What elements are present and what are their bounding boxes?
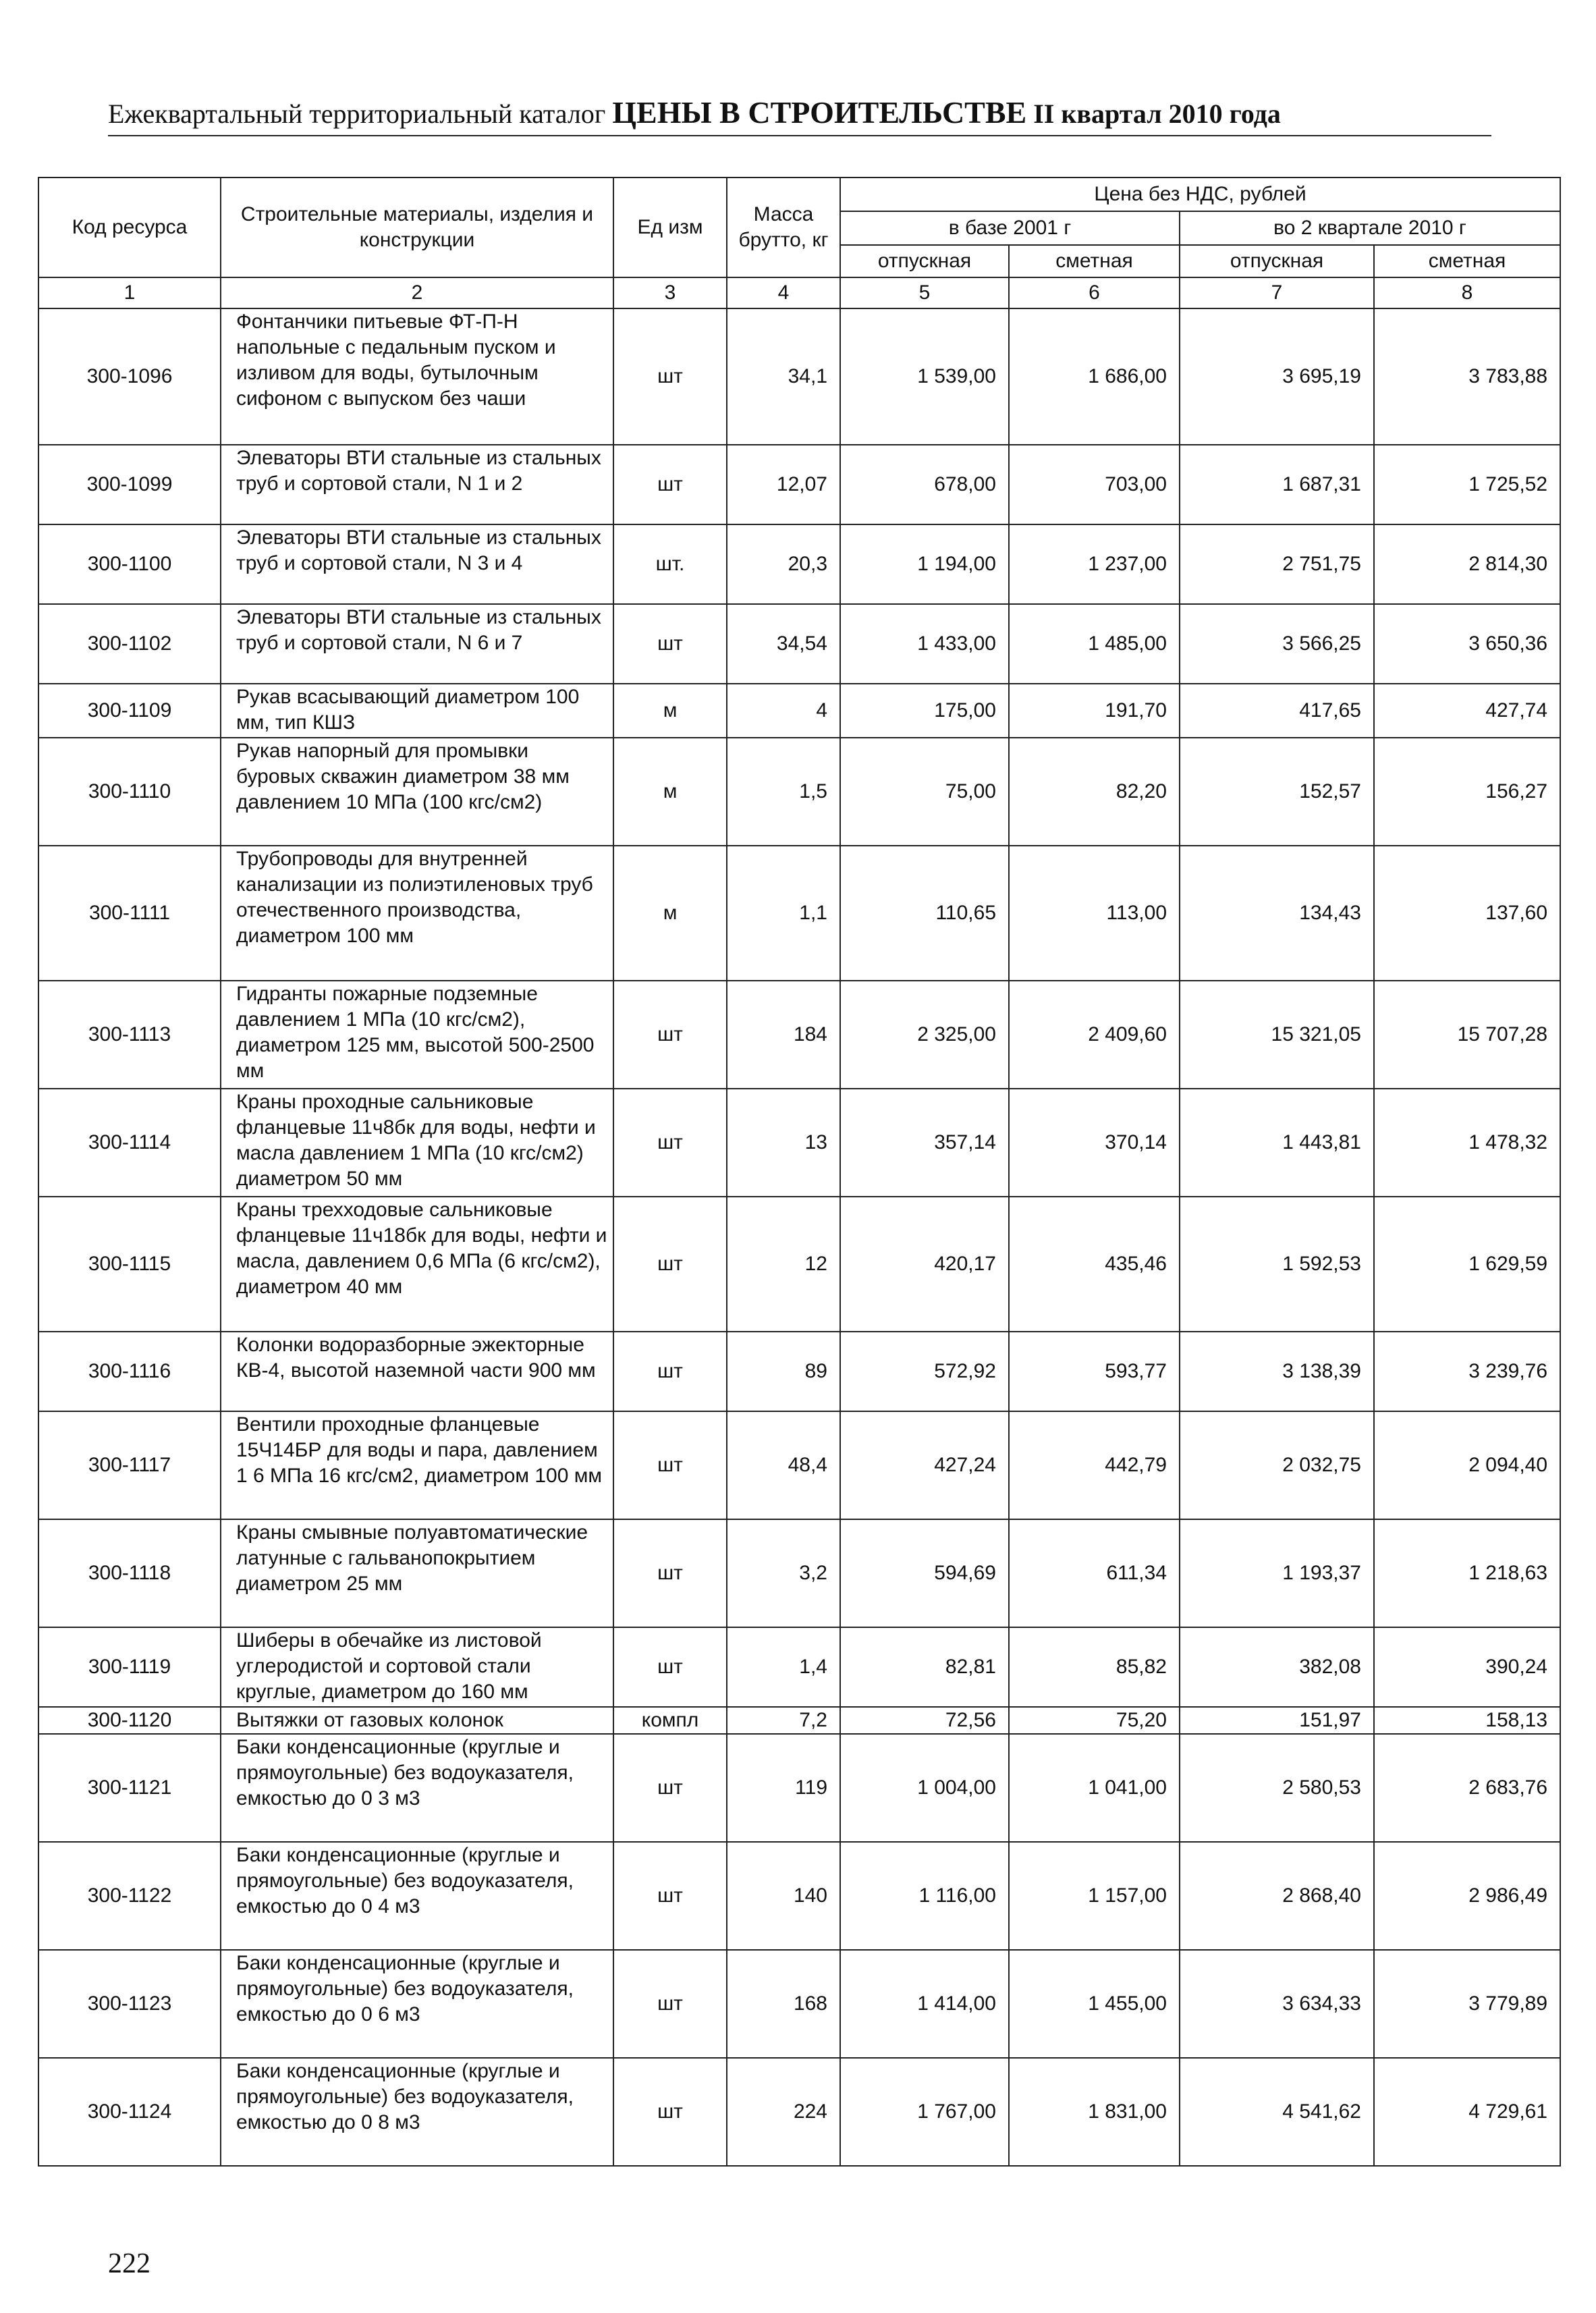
cell-base-estimate: 435,46 bbox=[1009, 1197, 1180, 1332]
cell-code: 300-1100 bbox=[38, 524, 221, 604]
cell-q2-estimate: 3 239,76 bbox=[1374, 1332, 1560, 1411]
cell-unit: шт bbox=[613, 1842, 727, 1950]
cell-base-estimate: 1 831,00 bbox=[1009, 2058, 1180, 2166]
cell-name: Краны проходные сальниковые фланцевые 11ч8бк для воды, нефти и масла давлением 1 МПа (10 кгс/см2) диаметром 50 мм bbox=[221, 1089, 613, 1197]
header-base-estimate: сметная bbox=[1009, 245, 1180, 277]
cell-q2-release: 151,97 bbox=[1180, 1707, 1374, 1734]
cell-name: Краны трехходовые сальниковые фланцевые 11ч18бк для воды, нефти и масла, давлением 0,6 МПа (6 кгс/см2), диаметром 40 мм bbox=[221, 1197, 613, 1332]
cell-q2-estimate: 2 814,30 bbox=[1374, 524, 1560, 604]
cell-unit: шт bbox=[613, 1411, 727, 1519]
catalog-quarter: II квартал 2010 года bbox=[1033, 99, 1281, 129]
cell-code: 300-1123 bbox=[38, 1950, 221, 2058]
cell-base-release: 1 767,00 bbox=[840, 2058, 1009, 2166]
cell-name: Трубопроводы для внутренней канализации из полиэтиленовых труб отечественного производства, диаметром 100 мм bbox=[221, 846, 613, 981]
cell-q2-release: 2 032,75 bbox=[1180, 1411, 1374, 1519]
cell-name: Краны смывные полуавтоматические латунные с гальванопокрытием диаметром 25 мм bbox=[221, 1519, 613, 1627]
page-header bbox=[108, 94, 1485, 130]
catalog-title: ЦЕНЫ В СТРОИТЕЛЬСТВЕ bbox=[612, 95, 1027, 130]
cell-code: 300-1122 bbox=[38, 1842, 221, 1950]
cell-mass: 3,2 bbox=[727, 1519, 840, 1627]
table-row bbox=[38, 1842, 1560, 1950]
table-row bbox=[38, 1411, 1560, 1519]
cell-name: Баки конденсационные (круглые и прямоугольные) без водоуказателя, емкостью до 0 4 м3 bbox=[221, 1842, 613, 1950]
cell-q2-estimate: 1 218,63 bbox=[1374, 1519, 1560, 1627]
cell-code: 300-1120 bbox=[38, 1707, 221, 1734]
cell-mass: 1,4 bbox=[727, 1627, 840, 1707]
cell-q2-release: 2 868,40 bbox=[1180, 1842, 1374, 1950]
column-number: 4 bbox=[727, 277, 840, 308]
cell-unit: шт bbox=[613, 445, 727, 524]
cell-q2-estimate: 2 683,76 bbox=[1374, 1734, 1560, 1842]
cell-code: 300-1113 bbox=[38, 981, 221, 1089]
cell-q2-estimate: 3 779,89 bbox=[1374, 1950, 1560, 2058]
cell-code: 300-1115 bbox=[38, 1197, 221, 1332]
cell-q2-estimate: 3 783,88 bbox=[1374, 308, 1560, 445]
cell-q2-release: 134,43 bbox=[1180, 846, 1374, 981]
cell-base-estimate: 1 157,00 bbox=[1009, 1842, 1180, 1950]
cell-q2-release: 1 687,31 bbox=[1180, 445, 1374, 524]
header-code: Код ресурса bbox=[38, 178, 221, 277]
cell-base-release: 420,17 bbox=[840, 1197, 1009, 1332]
header-unit: Ед изм bbox=[613, 178, 727, 277]
cell-mass: 224 bbox=[727, 2058, 840, 2166]
table-row bbox=[38, 981, 1560, 1089]
cell-base-estimate: 703,00 bbox=[1009, 445, 1180, 524]
cell-code: 300-1109 bbox=[38, 684, 221, 738]
cell-base-release: 572,92 bbox=[840, 1332, 1009, 1411]
cell-unit: м bbox=[613, 684, 727, 738]
table-row bbox=[38, 2058, 1560, 2166]
cell-q2-estimate: 4 729,61 bbox=[1374, 2058, 1560, 2166]
table-row bbox=[38, 1197, 1560, 1332]
cell-mass: 34,1 bbox=[727, 308, 840, 445]
cell-unit: шт bbox=[613, 1332, 727, 1411]
cell-base-estimate: 593,77 bbox=[1009, 1332, 1180, 1411]
cell-mass: 20,3 bbox=[727, 524, 840, 604]
cell-base-release: 427,24 bbox=[840, 1411, 1009, 1519]
cell-mass: 184 bbox=[727, 981, 840, 1089]
cell-mass: 89 bbox=[727, 1332, 840, 1411]
cell-base-estimate: 442,79 bbox=[1009, 1411, 1180, 1519]
cell-code: 300-1102 bbox=[38, 604, 221, 684]
header-name: Строительные материалы, изделия и конструкции bbox=[221, 178, 613, 277]
catalog-prefix: Ежеквартальный территориальный каталог bbox=[108, 99, 606, 129]
cell-base-release: 75,00 bbox=[840, 738, 1009, 846]
cell-base-release: 1 539,00 bbox=[840, 308, 1009, 445]
cell-unit: шт bbox=[613, 604, 727, 684]
cell-q2-release: 3 695,19 bbox=[1180, 308, 1374, 445]
header-base-2001: в базе 2001 г bbox=[840, 211, 1180, 245]
cell-base-estimate: 82,20 bbox=[1009, 738, 1180, 846]
cell-unit: шт bbox=[613, 1950, 727, 2058]
cell-name: Баки конденсационные (круглые и прямоугольные) без водоуказателя, емкостью до 0 8 м3 bbox=[221, 2058, 613, 2166]
cell-base-estimate: 113,00 bbox=[1009, 846, 1180, 981]
cell-mass: 34,54 bbox=[727, 604, 840, 684]
cell-base-estimate: 191,70 bbox=[1009, 684, 1180, 738]
cell-unit: шт. bbox=[613, 524, 727, 604]
cell-name: Рукав всасывающий диаметром 100 мм, тип КШЗ bbox=[221, 684, 613, 738]
cell-q2-release: 15 321,05 bbox=[1180, 981, 1374, 1089]
cell-name: Рукав напорный для промывки буровых скважин диаметром 38 мм давлением 10 МПа (100 кгс/см2) bbox=[221, 738, 613, 846]
cell-base-release: 357,14 bbox=[840, 1089, 1009, 1197]
column-number: 1 bbox=[38, 277, 221, 308]
cell-q2-release: 3 566,25 bbox=[1180, 604, 1374, 684]
table-row bbox=[38, 308, 1560, 445]
cell-q2-release: 2 751,75 bbox=[1180, 524, 1374, 604]
cell-q2-release: 4 541,62 bbox=[1180, 2058, 1374, 2166]
cell-unit: шт bbox=[613, 981, 727, 1089]
cell-mass: 13 bbox=[727, 1089, 840, 1197]
cell-q2-release: 1 443,81 bbox=[1180, 1089, 1374, 1197]
cell-unit: шт bbox=[613, 1089, 727, 1197]
header-mass: Масса брутто, кг bbox=[727, 178, 840, 277]
table-row bbox=[38, 846, 1560, 981]
header-q2-release: отпускная bbox=[1180, 245, 1374, 277]
header-q2-2010: во 2 квартале 2010 г bbox=[1180, 211, 1560, 245]
cell-mass: 140 bbox=[727, 1842, 840, 1950]
table-row bbox=[38, 1950, 1560, 2058]
column-number: 2 bbox=[221, 277, 613, 308]
price-table bbox=[38, 177, 1561, 2167]
cell-q2-estimate: 1 629,59 bbox=[1374, 1197, 1560, 1332]
cell-q2-release: 3 634,33 bbox=[1180, 1950, 1374, 2058]
cell-base-release: 1 414,00 bbox=[840, 1950, 1009, 2058]
cell-unit: шт bbox=[613, 1627, 727, 1707]
column-number: 5 bbox=[840, 277, 1009, 308]
cell-base-release: 72,56 bbox=[840, 1707, 1009, 1734]
cell-base-estimate: 370,14 bbox=[1009, 1089, 1180, 1197]
cell-base-estimate: 1 485,00 bbox=[1009, 604, 1180, 684]
table-row bbox=[38, 1519, 1560, 1627]
cell-q2-estimate: 156,27 bbox=[1374, 738, 1560, 846]
cell-q2-estimate: 15 707,28 bbox=[1374, 981, 1560, 1089]
cell-q2-release: 1 193,37 bbox=[1180, 1519, 1374, 1627]
cell-base-release: 2 325,00 bbox=[840, 981, 1009, 1089]
cell-name: Баки конденсационные (круглые и прямоугольные) без водоуказателя, емкостью до 0 6 м3 bbox=[221, 1950, 613, 2058]
cell-q2-estimate: 427,74 bbox=[1374, 684, 1560, 738]
cell-unit: м bbox=[613, 846, 727, 981]
cell-base-release: 110,65 bbox=[840, 846, 1009, 981]
cell-code: 300-1118 bbox=[38, 1519, 221, 1627]
cell-base-estimate: 1 237,00 bbox=[1009, 524, 1180, 604]
cell-base-estimate: 1 686,00 bbox=[1009, 308, 1180, 445]
cell-name: Фонтанчики питьевые ФТ-П-Н напольные с педальным пуском и изливом для воды, бутылочным сифоном с выпуском без чаши bbox=[221, 308, 613, 445]
cell-base-release: 1 194,00 bbox=[840, 524, 1009, 604]
cell-base-estimate: 611,34 bbox=[1009, 1519, 1180, 1627]
cell-name: Шиберы в обечайке из листовой углеродистой и сортовой стали круглые, диаметром до 160 мм bbox=[221, 1627, 613, 1707]
cell-unit: шт bbox=[613, 308, 727, 445]
table-row bbox=[38, 684, 1560, 738]
cell-unit: компл bbox=[613, 1707, 727, 1734]
cell-name: Баки конденсационные (круглые и прямоугольные) без водоуказателя, емкостью до 0 3 м3 bbox=[221, 1734, 613, 1842]
cell-q2-estimate: 1 478,32 bbox=[1374, 1089, 1560, 1197]
cell-q2-release: 382,08 bbox=[1180, 1627, 1374, 1707]
cell-base-estimate: 1 455,00 bbox=[1009, 1950, 1180, 2058]
cell-base-release: 1 433,00 bbox=[840, 604, 1009, 684]
cell-unit: шт bbox=[613, 1519, 727, 1627]
cell-unit: м bbox=[613, 738, 727, 846]
cell-q2-estimate: 2 986,49 bbox=[1374, 1842, 1560, 1950]
header-q2-estimate: сметная bbox=[1374, 245, 1560, 277]
cell-q2-estimate: 390,24 bbox=[1374, 1627, 1560, 1707]
cell-name: Элеваторы ВТИ стальные из стальных труб и сортовой стали, N 3 и 4 bbox=[221, 524, 613, 604]
cell-base-release: 82,81 bbox=[840, 1627, 1009, 1707]
page-number: 222 bbox=[108, 2248, 150, 2279]
column-number: 7 bbox=[1180, 277, 1374, 308]
cell-mass: 12,07 bbox=[727, 445, 840, 524]
column-number: 8 bbox=[1374, 277, 1560, 308]
cell-mass: 119 bbox=[727, 1734, 840, 1842]
table-row bbox=[38, 1627, 1560, 1707]
cell-code: 300-1117 bbox=[38, 1411, 221, 1519]
cell-name: Элеваторы ВТИ стальные из стальных труб и сортовой стали, N 1 и 2 bbox=[221, 445, 613, 524]
table-row bbox=[38, 738, 1560, 846]
cell-q2-release: 3 138,39 bbox=[1180, 1332, 1374, 1411]
table-row bbox=[38, 524, 1560, 604]
column-number: 3 bbox=[613, 277, 727, 308]
cell-mass: 1,5 bbox=[727, 738, 840, 846]
cell-q2-estimate: 158,13 bbox=[1374, 1707, 1560, 1734]
cell-code: 300-1121 bbox=[38, 1734, 221, 1842]
cell-mass: 12 bbox=[727, 1197, 840, 1332]
cell-base-release: 175,00 bbox=[840, 684, 1009, 738]
cell-base-estimate: 85,82 bbox=[1009, 1627, 1180, 1707]
cell-base-release: 1 004,00 bbox=[840, 1734, 1009, 1842]
cell-base-release: 1 116,00 bbox=[840, 1842, 1009, 1950]
table-row bbox=[38, 445, 1560, 524]
cell-mass: 48,4 bbox=[727, 1411, 840, 1519]
header-base-release: отпускная bbox=[840, 245, 1009, 277]
cell-code: 300-1114 bbox=[38, 1089, 221, 1197]
cell-q2-release: 1 592,53 bbox=[1180, 1197, 1374, 1332]
cell-code: 300-1099 bbox=[38, 445, 221, 524]
table-row bbox=[38, 1089, 1560, 1197]
cell-code: 300-1110 bbox=[38, 738, 221, 846]
cell-name: Элеваторы ВТИ стальные из стальных труб и сортовой стали, N 6 и 7 bbox=[221, 604, 613, 684]
table-row bbox=[38, 1707, 1560, 1734]
cell-q2-estimate: 2 094,40 bbox=[1374, 1411, 1560, 1519]
cell-code: 300-1111 bbox=[38, 846, 221, 981]
cell-mass: 1,1 bbox=[727, 846, 840, 981]
cell-q2-release: 2 580,53 bbox=[1180, 1734, 1374, 1842]
cell-q2-estimate: 137,60 bbox=[1374, 846, 1560, 981]
cell-unit: шт bbox=[613, 1197, 727, 1332]
cell-code: 300-1124 bbox=[38, 2058, 221, 2166]
cell-mass: 7,2 bbox=[727, 1707, 840, 1734]
cell-code: 300-1096 bbox=[38, 308, 221, 445]
cell-name: Вытяжки от газовых колонок bbox=[221, 1707, 613, 1734]
cell-mass: 168 bbox=[727, 1950, 840, 2058]
cell-q2-release: 152,57 bbox=[1180, 738, 1374, 846]
header-price: Цена без НДС, рублей bbox=[840, 178, 1560, 211]
table-row bbox=[38, 604, 1560, 684]
table-row bbox=[38, 1734, 1560, 1842]
cell-unit: шт bbox=[613, 1734, 727, 1842]
table-row bbox=[38, 1332, 1560, 1411]
header-rule bbox=[108, 135, 1491, 136]
cell-base-release: 594,69 bbox=[840, 1519, 1009, 1627]
column-number: 6 bbox=[1009, 277, 1180, 308]
cell-base-estimate: 75,20 bbox=[1009, 1707, 1180, 1734]
cell-q2-estimate: 3 650,36 bbox=[1374, 604, 1560, 684]
cell-base-release: 678,00 bbox=[840, 445, 1009, 524]
cell-name: Вентили проходные фланцевые 15Ч14БР для воды и пара, давлением 1 6 МПа 16 кгс/см2, диаметром 100 мм bbox=[221, 1411, 613, 1519]
cell-name: Колонки водоразборные эжекторные КВ-4, высотой наземной части 900 мм bbox=[221, 1332, 613, 1411]
cell-unit: шт bbox=[613, 2058, 727, 2166]
cell-code: 300-1116 bbox=[38, 1332, 221, 1411]
cell-base-estimate: 1 041,00 bbox=[1009, 1734, 1180, 1842]
cell-q2-release: 417,65 bbox=[1180, 684, 1374, 738]
cell-mass: 4 bbox=[727, 684, 840, 738]
cell-name: Гидранты пожарные подземные давлением 1 МПа (10 кгс/см2), диаметром 125 мм, высотой 500-2500 мм bbox=[221, 981, 613, 1089]
cell-q2-estimate: 1 725,52 bbox=[1374, 445, 1560, 524]
cell-base-estimate: 2 409,60 bbox=[1009, 981, 1180, 1089]
cell-code: 300-1119 bbox=[38, 1627, 221, 1707]
table-body bbox=[38, 308, 1560, 2166]
